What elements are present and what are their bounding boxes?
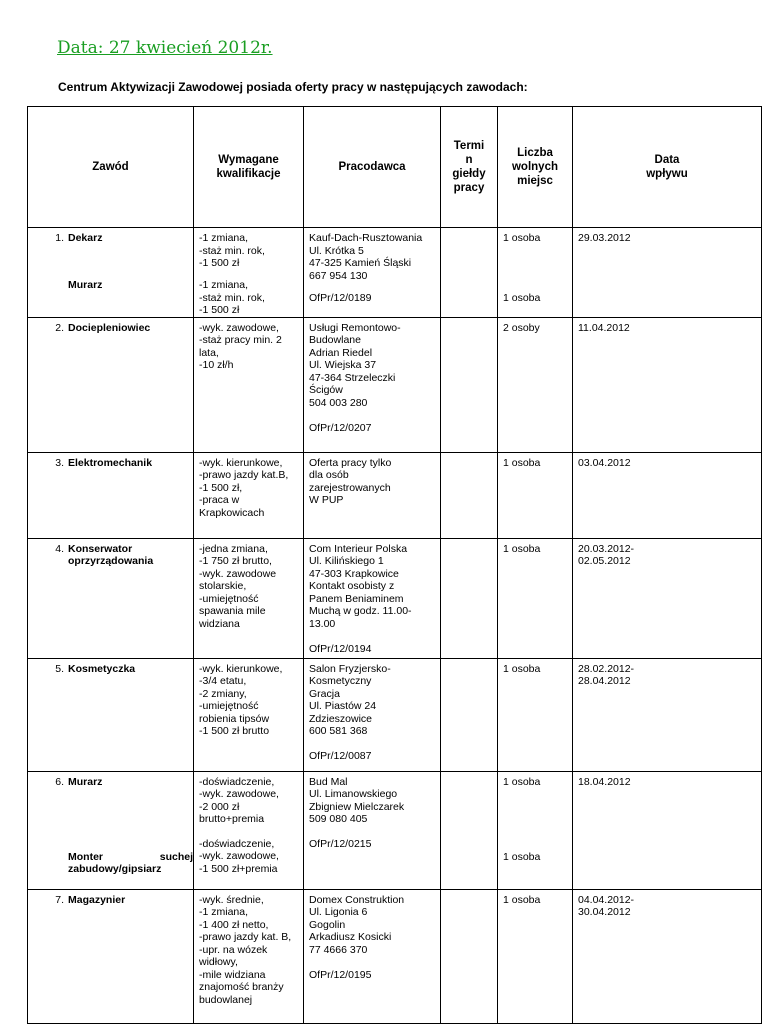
table-row xyxy=(28,452,762,538)
table-row xyxy=(28,889,762,1023)
qualifications-text: -wyk. zawodowe, -staż pracy min. 2 lata, -10 zł/h xyxy=(199,321,282,371)
pracodawca-cell xyxy=(304,452,441,538)
liczba-cell xyxy=(498,771,573,889)
kwalifikacje-cell xyxy=(194,538,304,658)
receipt-date: 04.04.2012- 30.04.2012 xyxy=(578,893,635,918)
qualifications-text: -1 zmiana, -staż min. rok, -1 500 zł xyxy=(199,232,265,269)
zawod-cell xyxy=(28,538,194,658)
vacancies-count: 1 osoba xyxy=(503,542,541,555)
liczba-cell xyxy=(498,538,573,658)
data-cell xyxy=(573,452,762,538)
liczba-cell xyxy=(498,228,573,318)
table-row xyxy=(28,538,762,658)
pracodawca-cell xyxy=(304,658,441,771)
vacancies-count: 1 osoba xyxy=(503,893,541,906)
row-number: 2. xyxy=(55,321,64,334)
header-pracodawca: Pracodawca xyxy=(304,107,441,228)
row-number: 4. xyxy=(55,542,64,555)
occupation-name: Dekarz xyxy=(68,232,103,244)
liczba-cell xyxy=(498,658,573,771)
row-number: 5. xyxy=(55,662,64,675)
row-number: 7. xyxy=(55,893,64,906)
receipt-date: 11.04.2012 xyxy=(578,321,630,334)
termin-cell xyxy=(441,771,498,889)
table-row xyxy=(28,228,762,318)
row-number: 1. xyxy=(55,232,64,244)
pracodawca-cell xyxy=(304,889,441,1023)
termin-cell xyxy=(441,658,498,771)
zawod-cell xyxy=(28,228,194,318)
qualifications-text: -wyk. kierunkowe, -3/4 etatu, -2 zmiany, -umiejętność robienia tipsów -1 500 zł brutto xyxy=(199,662,283,737)
data-cell xyxy=(573,889,762,1023)
qualifications-text: -jedna zmiana, -1 750 zł brutto, -wyk. zawodowe stolarskie, -umiejętność spawania mile widziana xyxy=(199,542,277,630)
header-data: Data wpływu xyxy=(573,107,762,228)
row-number: 6. xyxy=(55,775,64,788)
receipt-date: 18.04.2012 xyxy=(578,775,631,788)
occupation-name: Magazynier xyxy=(68,893,126,906)
qualifications-text: -doświadczenie, -wyk. zawodowe, -2 000 zł brutto+premia xyxy=(199,775,279,825)
employer-text: Salon Fryzjersko- Kosmetyczny Gracja Ul. Piastów 24 Zdzieszowice 600 581 368 OfPr/12/0087 xyxy=(309,662,391,762)
zawod-cell xyxy=(28,889,194,1023)
termin-cell xyxy=(441,228,498,318)
employer-text: Domex Construktion Ul. Ligonia 6 Gogolin Arkadiusz Kosicki 77 4666 370 OfPr/12/0195 xyxy=(309,893,405,981)
employer-text: Usługi Remontowo- Budowlane Adrian Riedel Ul. Wiejska 37 47-364 Strzeleczki Ścigów 504 003 280 OfPr/12/0207 xyxy=(309,321,401,434)
kwalifikacje-cell xyxy=(194,658,304,771)
qualifications-text: -wyk. kierunkowe, -prawo jazdy kat.B, -1 500 zł, -praca w Krapkowicach xyxy=(199,456,289,519)
vacancies-count: 1 osoba xyxy=(503,232,541,244)
pracodawca-cell xyxy=(304,538,441,658)
zawod-cell xyxy=(28,452,194,538)
vacancies-count: 1 osoba xyxy=(503,775,541,788)
document-date: Data: 27 kwiecień 2012r. xyxy=(57,38,273,58)
kwalifikacje-cell xyxy=(194,228,304,318)
employer-text: OfPr/12/0215 xyxy=(309,837,372,850)
employer-text: OfPr/12/0189 xyxy=(309,292,372,304)
employer-text: Oferta pracy tylko dla osób zarejestrowanych W PUP xyxy=(309,456,392,506)
liczba-cell xyxy=(498,317,573,452)
vacancies-count: 1 osoba xyxy=(503,456,541,469)
employer-text: Kauf-Dach-Rusztowania Ul. Krótka 5 47-325 Kamień Śląski 667 954 130 xyxy=(309,232,423,282)
receipt-date: 29.03.2012 xyxy=(578,232,631,244)
occupation-name: Murarz xyxy=(68,775,103,788)
liczba-cell xyxy=(498,889,573,1023)
vacancies-count: 2 osoby xyxy=(503,321,540,334)
occupation-name: Konserwator oprzyrządowania xyxy=(68,542,154,567)
employer-text: Bud Mal Ul. Limanowskiego Zbigniew Mielczarek 509 080 405 xyxy=(309,775,405,825)
occupation-name: Kosmetyczka xyxy=(68,662,136,675)
receipt-date: 20.03.2012- 02.05.2012 xyxy=(578,542,635,567)
occupation-name: Murarz xyxy=(68,279,103,291)
qualifications-text: -doświadczenie, -wyk. zawodowe, -1 500 zł+premia xyxy=(199,837,279,875)
qualifications-text: -1 zmiana, -staż min. rok, -1 500 zł xyxy=(199,279,265,316)
termin-cell xyxy=(441,889,498,1023)
data-cell xyxy=(573,771,762,889)
data-cell xyxy=(573,538,762,658)
kwalifikacje-cell xyxy=(194,317,304,452)
table-row xyxy=(28,658,762,771)
data-cell xyxy=(573,317,762,452)
occupation-name: Monter suchej zabudowy/gipsiarz xyxy=(68,850,193,875)
table-row xyxy=(28,317,762,452)
header-liczba: Liczba wolnych miejsc xyxy=(498,107,573,228)
qualifications-text: -wyk. średnie, -1 zmiana, -1 400 zł netto, -prawo jazdy kat. B, -upr. na wózek widłowy, -mile widziana znajomość branży budowlanej xyxy=(199,893,292,1006)
pracodawca-cell xyxy=(304,228,441,318)
termin-cell xyxy=(441,452,498,538)
table-header-row xyxy=(28,107,762,228)
vacancies-count: 1 osoba xyxy=(503,850,541,863)
vacancies-count: 1 osoba xyxy=(503,292,541,304)
occupation-name: Dociepleniowiec xyxy=(68,321,151,334)
job-offers-table xyxy=(27,106,762,1024)
data-cell xyxy=(573,228,762,318)
vacancies-count: 1 osoba xyxy=(503,662,541,675)
pracodawca-cell xyxy=(304,317,441,452)
zawod-cell xyxy=(28,771,194,889)
header-kwalifikacje: Wymagane kwalifikacje xyxy=(194,107,304,228)
kwalifikacje-cell xyxy=(194,452,304,538)
header-zawod: Zawód xyxy=(28,107,194,228)
kwalifikacje-cell xyxy=(194,771,304,889)
table-row xyxy=(28,771,762,889)
receipt-date: 03.04.2012 xyxy=(578,456,631,469)
termin-cell xyxy=(441,317,498,452)
row-number: 3. xyxy=(55,456,64,469)
data-cell xyxy=(573,658,762,771)
termin-cell xyxy=(441,538,498,658)
kwalifikacje-cell xyxy=(194,889,304,1023)
pracodawca-cell xyxy=(304,771,441,889)
liczba-cell xyxy=(498,452,573,538)
employer-text: Com Interieur Polska Ul. Kilińskiego 1 47-303 Krapkowice Kontakt osobisty z Panem Beniaminem Muchą w godz. 11.00- 13.00 OfPr/12/0194 xyxy=(309,542,412,655)
zawod-cell xyxy=(28,317,194,452)
header-termin: Termi n giełdy pracy xyxy=(441,107,498,228)
occupation-name: Elektromechanik xyxy=(68,456,153,469)
receipt-date: 28.02.2012- 28.04.2012 xyxy=(578,662,635,687)
intro-text: Centrum Aktywizacji Zawodowej posiada oferty pracy w następujących zawodach: xyxy=(58,80,528,94)
zawod-cell xyxy=(28,658,194,771)
